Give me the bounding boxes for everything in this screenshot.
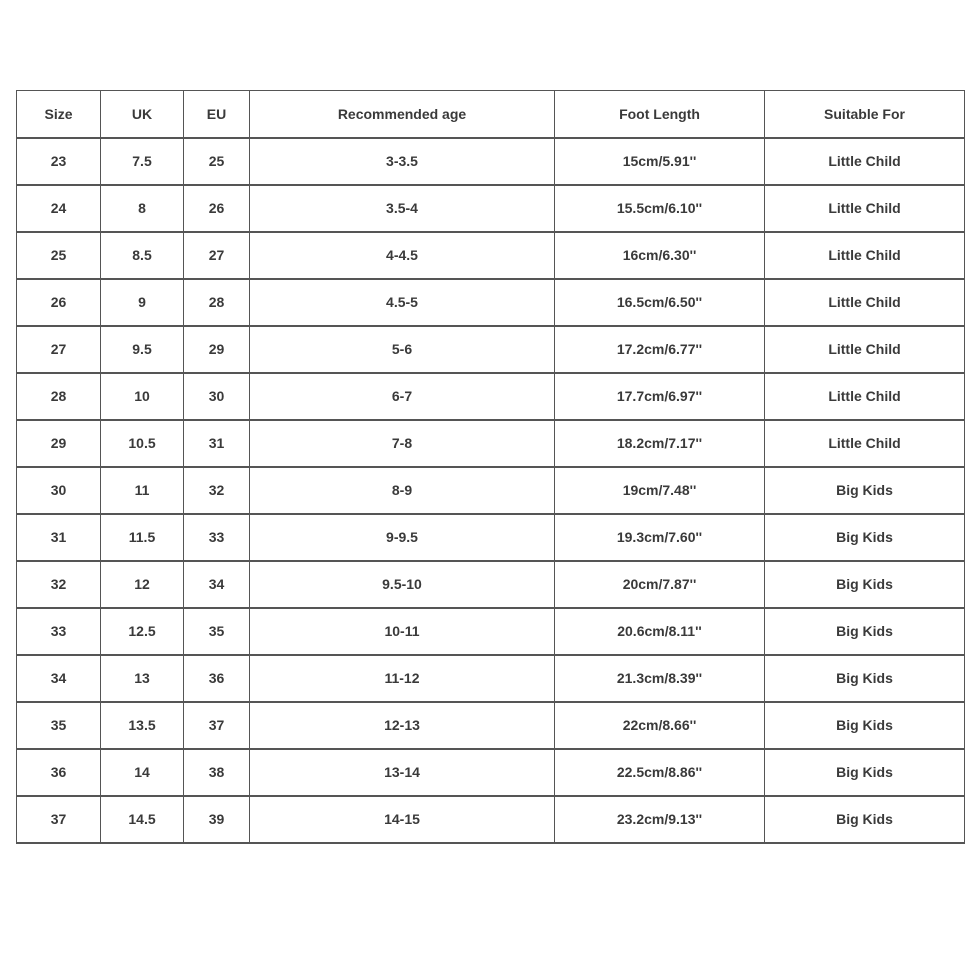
- header-recommended-age: Recommended age: [250, 91, 555, 138]
- cell-size: 32: [17, 561, 101, 608]
- cell-size: 24: [17, 185, 101, 232]
- cell-eu: 39: [184, 796, 250, 843]
- cell-eu: 30: [184, 373, 250, 420]
- cell-eu: 26: [184, 185, 250, 232]
- table-row: [17, 796, 965, 843]
- cell-eu: 28: [184, 279, 250, 326]
- cell-eu: 35: [184, 608, 250, 655]
- cell-recommended-age: 14-15: [250, 796, 555, 843]
- cell-size: 37: [17, 796, 101, 843]
- cell-foot-length: 15.5cm/6.10'': [555, 185, 765, 232]
- cell-recommended-age: 10-11: [250, 608, 555, 655]
- cell-uk: 14: [101, 749, 184, 796]
- cell-foot-length: 23.2cm/9.13'': [555, 796, 765, 843]
- header-eu: EU: [184, 91, 250, 138]
- cell-suitable-for: Big Kids: [765, 467, 965, 514]
- cell-foot-length: 22cm/8.66'': [555, 702, 765, 749]
- cell-size: 33: [17, 608, 101, 655]
- cell-eu: 25: [184, 138, 250, 185]
- cell-foot-length: 20.6cm/8.11'': [555, 608, 765, 655]
- cell-recommended-age: 12-13: [250, 702, 555, 749]
- cell-recommended-age: 9.5-10: [250, 561, 555, 608]
- cell-recommended-age: 4-4.5: [250, 232, 555, 279]
- cell-suitable-for: Big Kids: [765, 749, 965, 796]
- cell-uk: 11.5: [101, 514, 184, 561]
- cell-uk: 7.5: [101, 138, 184, 185]
- cell-suitable-for: Big Kids: [765, 514, 965, 561]
- cell-recommended-age: 3.5-4: [250, 185, 555, 232]
- cell-eu: 27: [184, 232, 250, 279]
- cell-size: 36: [17, 749, 101, 796]
- cell-size: 29: [17, 420, 101, 467]
- cell-recommended-age: 5-6: [250, 326, 555, 373]
- cell-recommended-age: 8-9: [250, 467, 555, 514]
- cell-recommended-age: 4.5-5: [250, 279, 555, 326]
- cell-uk: 14.5: [101, 796, 184, 843]
- table-row: [17, 420, 965, 467]
- cell-recommended-age: 11-12: [250, 655, 555, 702]
- cell-foot-length: 19cm/7.48'': [555, 467, 765, 514]
- cell-size: 34: [17, 655, 101, 702]
- cell-foot-length: 16.5cm/6.50'': [555, 279, 765, 326]
- size-chart-table: [16, 90, 965, 844]
- cell-size: 25: [17, 232, 101, 279]
- cell-recommended-age: 13-14: [250, 749, 555, 796]
- cell-uk: 13: [101, 655, 184, 702]
- table-row: [17, 279, 965, 326]
- header-suitable-for: Suitable For: [765, 91, 965, 138]
- cell-size: 27: [17, 326, 101, 373]
- cell-eu: 33: [184, 514, 250, 561]
- table-row: [17, 561, 965, 608]
- cell-uk: 12: [101, 561, 184, 608]
- cell-foot-length: 20cm/7.87'': [555, 561, 765, 608]
- header-foot-length: Foot Length: [555, 91, 765, 138]
- table-header-row: [17, 91, 965, 138]
- table-row: [17, 326, 965, 373]
- header-size: Size: [17, 91, 101, 138]
- table-row: [17, 185, 965, 232]
- cell-size: 30: [17, 467, 101, 514]
- cell-uk: 8.5: [101, 232, 184, 279]
- table-row: [17, 373, 965, 420]
- cell-size: 31: [17, 514, 101, 561]
- cell-size: 28: [17, 373, 101, 420]
- cell-eu: 38: [184, 749, 250, 796]
- cell-eu: 29: [184, 326, 250, 373]
- cell-size: 26: [17, 279, 101, 326]
- table-row: [17, 608, 965, 655]
- cell-uk: 8: [101, 185, 184, 232]
- table-row: [17, 467, 965, 514]
- cell-suitable-for: Little Child: [765, 326, 965, 373]
- table-row: [17, 749, 965, 796]
- cell-eu: 36: [184, 655, 250, 702]
- table-row: [17, 655, 965, 702]
- cell-suitable-for: Little Child: [765, 373, 965, 420]
- cell-eu: 32: [184, 467, 250, 514]
- cell-eu: 37: [184, 702, 250, 749]
- table-row: [17, 702, 965, 749]
- cell-uk: 10: [101, 373, 184, 420]
- cell-suitable-for: Big Kids: [765, 796, 965, 843]
- cell-foot-length: 17.2cm/6.77'': [555, 326, 765, 373]
- cell-uk: 13.5: [101, 702, 184, 749]
- table-row: [17, 514, 965, 561]
- cell-recommended-age: 3-3.5: [250, 138, 555, 185]
- cell-uk: 11: [101, 467, 184, 514]
- cell-recommended-age: 6-7: [250, 373, 555, 420]
- cell-foot-length: 21.3cm/8.39'': [555, 655, 765, 702]
- cell-foot-length: 19.3cm/7.60'': [555, 514, 765, 561]
- cell-uk: 10.5: [101, 420, 184, 467]
- cell-foot-length: 22.5cm/8.86'': [555, 749, 765, 796]
- cell-foot-length: 18.2cm/7.17'': [555, 420, 765, 467]
- cell-suitable-for: Little Child: [765, 279, 965, 326]
- cell-size: 23: [17, 138, 101, 185]
- cell-uk: 9: [101, 279, 184, 326]
- table-row: [17, 138, 965, 185]
- cell-suitable-for: Little Child: [765, 232, 965, 279]
- cell-suitable-for: Little Child: [765, 138, 965, 185]
- cell-size: 35: [17, 702, 101, 749]
- cell-suitable-for: Big Kids: [765, 561, 965, 608]
- cell-eu: 34: [184, 561, 250, 608]
- header-uk: UK: [101, 91, 184, 138]
- cell-uk: 12.5: [101, 608, 184, 655]
- cell-suitable-for: Little Child: [765, 185, 965, 232]
- table-body: [17, 138, 965, 843]
- cell-foot-length: 15cm/5.91'': [555, 138, 765, 185]
- cell-recommended-age: 7-8: [250, 420, 555, 467]
- cell-recommended-age: 9-9.5: [250, 514, 555, 561]
- cell-foot-length: 16cm/6.30'': [555, 232, 765, 279]
- cell-uk: 9.5: [101, 326, 184, 373]
- cell-foot-length: 17.7cm/6.97'': [555, 373, 765, 420]
- table-row: [17, 232, 965, 279]
- cell-suitable-for: Little Child: [765, 420, 965, 467]
- cell-suitable-for: Big Kids: [765, 608, 965, 655]
- cell-eu: 31: [184, 420, 250, 467]
- cell-suitable-for: Big Kids: [765, 655, 965, 702]
- cell-suitable-for: Big Kids: [765, 702, 965, 749]
